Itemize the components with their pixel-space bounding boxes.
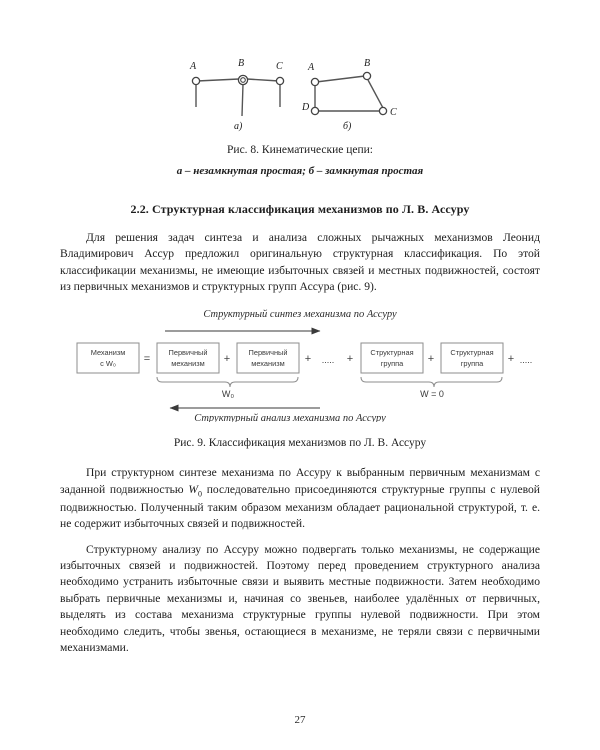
brace-w0-label: W₀ xyxy=(221,388,235,399)
box-primary-1-line2: механизм xyxy=(171,358,205,368)
operator-plus-5: + xyxy=(507,352,515,365)
joint-c xyxy=(276,77,283,84)
joint-b-inner xyxy=(241,78,246,83)
synthesis-arrow-label: Структурный синтез механизма по Ассуру xyxy=(203,308,397,320)
figure-8-caption xyxy=(60,142,540,180)
box-structural-group-2 xyxy=(441,343,503,373)
box-primary-2-line2: механизм xyxy=(251,358,285,368)
node-label-b: B xyxy=(238,58,245,69)
operator-equals: = xyxy=(143,352,151,365)
box-mechanism-line1: Механизм xyxy=(90,347,126,357)
figure-9-diagram xyxy=(65,307,535,422)
variable-w0 xyxy=(188,482,202,499)
operator-plus-4: + xyxy=(427,352,435,365)
figure-9-caption xyxy=(60,435,540,453)
paragraph-synthesis-part-b: последовательно присоединяются структурные группы с нулевой подвижностью. Полученный таким образом механизм обладает рациональной структурой, т. е. не содержит избыточных связей и подвижностей. xyxy=(60,482,541,531)
link-bc xyxy=(247,79,279,81)
joint-c-closed xyxy=(379,107,386,114)
link-ab-closed xyxy=(316,76,365,82)
joint-a xyxy=(192,77,199,84)
brace-w-zero-label: W = 0 xyxy=(420,388,444,399)
variable-w0-symbol: W xyxy=(188,482,198,496)
link-b-down xyxy=(242,84,243,116)
operator-plus-3: + xyxy=(346,352,354,365)
figure-8a-label: а) xyxy=(234,121,243,132)
figure-8-diagram xyxy=(175,52,425,132)
figure-9-container xyxy=(60,307,540,422)
paragraph-intro: Для решения задач синтеза и анализа сложных рычажных механизмов Леонид Владимирович Ассур предложил оригинальную структурная классификация. По этой классификации механизмы, не имеющие избыточных связей и местных подвижностей, состоят из первичных механизмов и структурных групп Ассура (рис. 9). xyxy=(60,230,540,294)
paragraph-synthesis xyxy=(60,465,540,532)
box-mechanism xyxy=(77,343,139,373)
box-structural-1-line1: Структурная xyxy=(370,347,414,357)
node-label-c: C xyxy=(276,61,283,72)
node-label-b-closed: B xyxy=(364,58,371,69)
node-label-d-closed: D xyxy=(302,102,310,113)
paragraph-synthesis-part-a: При структурном синтезе механизма по Ассуру к выбранным первичным механизмам с заданной подвижностью xyxy=(60,466,540,496)
figure-8-caption-main: Рис. 8. Кинематические цепи: xyxy=(227,144,373,156)
link-bc-closed xyxy=(368,80,383,108)
box-structural-group-1 xyxy=(361,343,423,373)
box-primary-1-line1: Первичный xyxy=(168,347,208,357)
page-number: 27 xyxy=(294,714,306,726)
operator-plus-2: + xyxy=(304,352,312,365)
brace-w-zero xyxy=(361,377,502,387)
box-structural-2-line2: группа xyxy=(460,358,484,368)
node-label-a: A xyxy=(190,61,197,72)
brace-w0 xyxy=(157,377,298,387)
figure-8-container xyxy=(60,0,540,132)
figure-9-caption-main: Рис. 9. Классификация механизмов по Л. В. Ассуру xyxy=(173,436,427,449)
box-primary-mechanism-1 xyxy=(157,343,219,373)
box-primary-2-line1: Первичный xyxy=(248,347,288,357)
joint-b-closed xyxy=(363,72,370,79)
operator-plus-1: + xyxy=(223,352,231,365)
figure-8-caption-sub: а – незамкнутая простая; б – замкнутая простая xyxy=(176,164,424,177)
analysis-arrow-label: Структурный анализ механизма по Ассуру xyxy=(194,412,386,422)
operator-ellipsis-1: ..... xyxy=(321,354,335,365)
link-ab xyxy=(197,79,239,81)
box-mechanism-line2: с W₀ xyxy=(100,358,116,368)
node-label-c-closed: C xyxy=(390,107,397,118)
box-primary-mechanism-2 xyxy=(237,343,299,373)
joint-d-closed xyxy=(311,107,318,114)
operator-ellipsis-2: ..... xyxy=(519,354,533,365)
joint-a-closed xyxy=(311,78,318,85)
section-heading: 2.2. Структурная классификация механизмов по Л. В. Ассуру xyxy=(130,201,470,216)
variable-w0-subscript: 0 xyxy=(197,489,202,499)
figure-8b-label: б) xyxy=(343,121,352,132)
box-structural-2-line1: Структурная xyxy=(450,347,494,357)
kinematic-chain-closed xyxy=(301,58,397,132)
paragraph-analysis: Структурному анализу по Ассуру можно подвергать только механизмы, не содержащие избыточных связей и подвижностей. Поэтому перед проведением структурного анализа необходимо устранить избыточные связи и выявить местные подвижности. Затем необходимо выбрать первичные механизмы и, начиная со звеньев, наиболее удалённых от первичных, выделять из состава механизма структурные группы нулевой подвижности. При этом необходимо следить, чтобы звенья, остающиеся в механизме, не теряли связи с первичными механизмами. xyxy=(60,542,540,655)
box-structural-1-line2: группа xyxy=(380,358,404,368)
kinematic-chain-open xyxy=(189,58,284,132)
node-label-a-closed: A xyxy=(308,62,315,73)
